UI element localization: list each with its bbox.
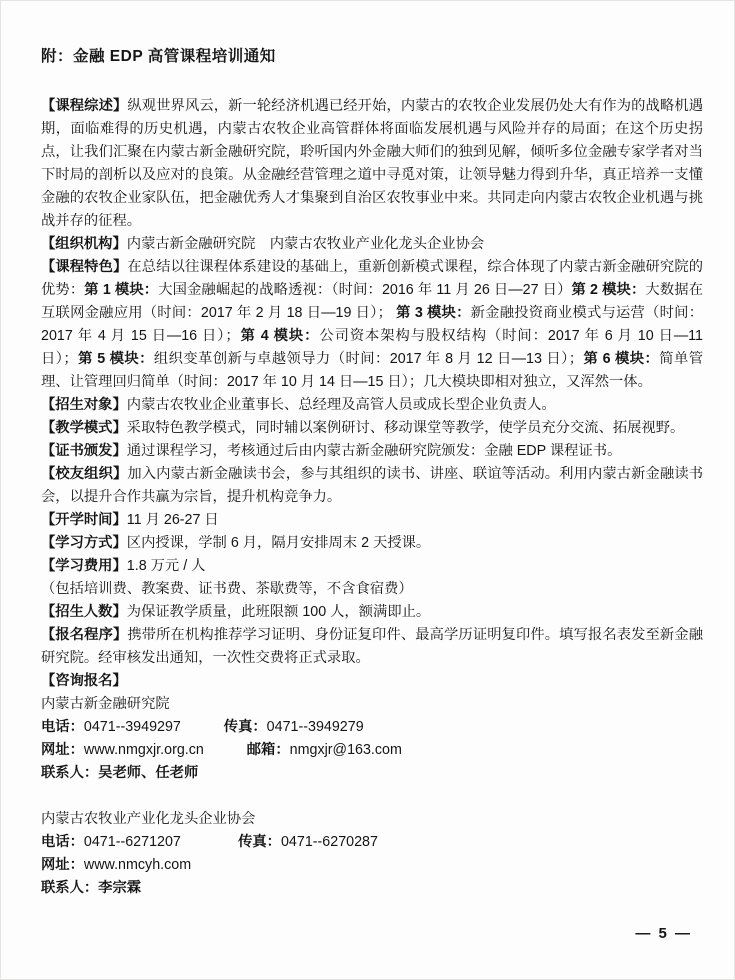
- text-segment: 0471--3949297: [83, 719, 181, 735]
- text-segment: 采取特色教学模式，同时辅以案例研讨、移动课堂等教学，使学员充分交流、拓展视野。: [126, 420, 685, 436]
- para-teaching-mode: [41, 417, 703, 440]
- text-segment-bold: 第 3 模块：: [396, 305, 471, 321]
- document-body: [41, 95, 703, 900]
- text-segment-bold: 【组织机构】: [41, 236, 127, 252]
- text-segment-bold: 【教学模式】: [41, 420, 127, 436]
- text-segment: 组织变革创新与卓越领导力（时间：2017 年 8 月 12 日—13 日）；: [153, 351, 583, 367]
- contact1-org-name: [41, 693, 703, 716]
- para-course-overview: [41, 95, 703, 233]
- text-segment: 内蒙古新金融研究院 内蒙古农牧业产业化龙头企业协会: [126, 236, 485, 252]
- text-segment: （包括培训费、教案费、证书费、茶歇费等，不含食宿费）: [41, 581, 413, 597]
- text-segment: 公司资本架构与股权结构（时间：2017 年 6 月 10 日—11 日）；: [41, 328, 703, 367]
- para-tuition: [41, 555, 703, 578]
- text-segment: 简单管理、让管理回归简单（时间：2017 年 10 月 14 日—15 日）；几大模块即相对独立，又浑然一体。: [41, 351, 704, 390]
- text-segment: 通过课程学习，考核通过后由内蒙古新金融研究院颁发：金融 EDP 课程证书。: [126, 443, 622, 459]
- text-segment-bold: 电话：: [41, 834, 84, 850]
- para-start-date: [41, 509, 703, 532]
- para-tuition-note: [41, 578, 703, 601]
- text-segment: 纵观世界风云，新一轮经济机遇已经开始，内蒙古的农牧企业发展仍处大有作为的战略机遇期，面临难得的历史机遇，内蒙古农牧企业高管群体将面临发展机遇与风险并存的局面；在这个历史拐点，让我们汇聚在内蒙古新金融研究院，聆听国内外金融大师们的独到见解，倾听多位金融专家学者对当下时局的剖析以及应对的良策。从金融经营管理之道中寻觅对策，让领导魅力得到升华，真正培养一支懂金融的农牧企业家队伍，把金融优秀人才集聚到自治区农牧事业中来。共同走向内蒙古农牧企业机遇与挑战并存的征程。: [41, 98, 704, 229]
- para-application-procedure: [41, 624, 703, 670]
- text-segment-bold: 第 4 模块：: [239, 328, 320, 344]
- contact2-phone-fax: [41, 831, 703, 854]
- text-segment-bold: 【课程特色】: [41, 259, 128, 275]
- page-number: — 5 —: [635, 925, 692, 942]
- text-segment-bold: 网址：: [41, 742, 84, 758]
- contact1-phone-fax: [41, 716, 703, 739]
- text-segment: 0471--6271207: [83, 834, 181, 850]
- para-consult-heading: [41, 670, 703, 693]
- text-segment-bold: 【招生人数】: [41, 604, 127, 620]
- text-segment-bold: 【报名程序】: [41, 627, 128, 643]
- text-segment-bold: 电话：: [41, 719, 84, 735]
- text-segment: 内蒙古农牧业企业董事长、总经理及高管人员或成长型企业负责人。: [126, 397, 556, 413]
- text-segment: 大国金融崛起的战略透视：（时间：2016 年 11 月 26 日—27 日）: [158, 282, 572, 298]
- text-segment-bold: 第 2 模块：: [571, 282, 646, 298]
- text-segment: 0471--6270287: [280, 834, 378, 850]
- text-segment: [204, 742, 247, 758]
- text-segment: [181, 719, 224, 735]
- para-target-students: [41, 394, 703, 417]
- text-segment: 在总结以往课程体系建设的基础上，重新创新模式课程，综合体现了内蒙古新金融研究院的优势：: [41, 259, 704, 298]
- text-segment-bold: 第 1 模块：: [84, 282, 159, 298]
- text-segment-bold: 【咨询报名】: [41, 673, 127, 689]
- text-segment: 内蒙古农牧业产业化龙头企业协会: [41, 811, 256, 827]
- text-segment: 1.8 万元 / 人: [126, 558, 206, 574]
- text-segment: 11 月 26-27 日: [126, 512, 219, 528]
- text-segment: www.nmgxjr.org.cn: [83, 742, 204, 758]
- text-segment: 区内授课，学制 6 月，隔月安排周末 2 天授课。: [126, 535, 431, 551]
- text-segment-bold: 第 6 模块：: [583, 351, 660, 367]
- text-segment-bold: 【学习方式】: [41, 535, 127, 551]
- text-segment: 新金融投资商业模式与运营（时间：2017 年 4 月 15 日—16 日）；: [41, 305, 704, 344]
- text-segment-bold: 传真：: [223, 719, 267, 735]
- text-segment: 加入内蒙古新金融读书会，参与其组织的读书、讲座、联谊等活动。利用内蒙古新金融读书会，以提升合作共赢为宗旨，提升机构竞争力。: [41, 466, 704, 505]
- contact1-web-email: [41, 739, 703, 762]
- text-segment: 内蒙古新金融研究院: [41, 696, 170, 712]
- contact1-person: [41, 762, 703, 785]
- text-segment: 为保证教学质量，此班限额 100 人，额满即止。: [126, 604, 431, 620]
- text-segment-bold: 联系人：吴老师、任老师: [41, 765, 199, 781]
- text-segment-bold: 【开学时间】: [41, 512, 127, 528]
- text-segment-bold: 传真：: [238, 834, 281, 850]
- contact2-web: [41, 854, 703, 877]
- para-certificate: [41, 440, 703, 463]
- text-segment-bold: 网址：: [41, 857, 84, 873]
- text-segment: nmgxjr@163.com: [289, 742, 402, 758]
- contact2-org-name: [41, 808, 703, 831]
- para-course-features: [41, 256, 703, 394]
- text-segment: www.nmcyh.com: [83, 857, 192, 873]
- para-organizers: [41, 233, 703, 256]
- text-segment-bold: 【招生对象】: [41, 397, 127, 413]
- text-segment-bold: 【证书颁发】: [41, 443, 127, 459]
- page-title: 附：金融 EDP 高管课程培训通知: [41, 48, 276, 65]
- text-segment: 0471--3949279: [266, 719, 364, 735]
- text-segment-bold: 第 5 模块：: [77, 351, 154, 367]
- text-segment: [181, 834, 238, 850]
- text-segment-bold: 邮箱：: [246, 742, 290, 758]
- para-alumni: [41, 463, 703, 509]
- text-segment: 携带所在机构推荐学习证明、身份证复印件、最高学历证明复印件。填写报名表发至新金融研究院。经审核发出通知，一次性交费将正式录取。: [41, 627, 704, 666]
- text-segment-bold: 【学习费用】: [41, 558, 127, 574]
- para-enrollment-quota: [41, 601, 703, 624]
- text-segment: 大数据在互联网金融应用（时间：2017 年 2 月 18 日—19 日）；: [41, 282, 704, 321]
- spacer-line: [41, 785, 703, 808]
- text-segment-bold: 【校友组织】: [41, 466, 128, 482]
- contact2-person: [41, 877, 703, 900]
- text-segment-bold: 联系人：李宗霖: [41, 880, 142, 896]
- text-segment-bold: 【课程综述】: [41, 98, 128, 114]
- para-study-mode: [41, 532, 703, 555]
